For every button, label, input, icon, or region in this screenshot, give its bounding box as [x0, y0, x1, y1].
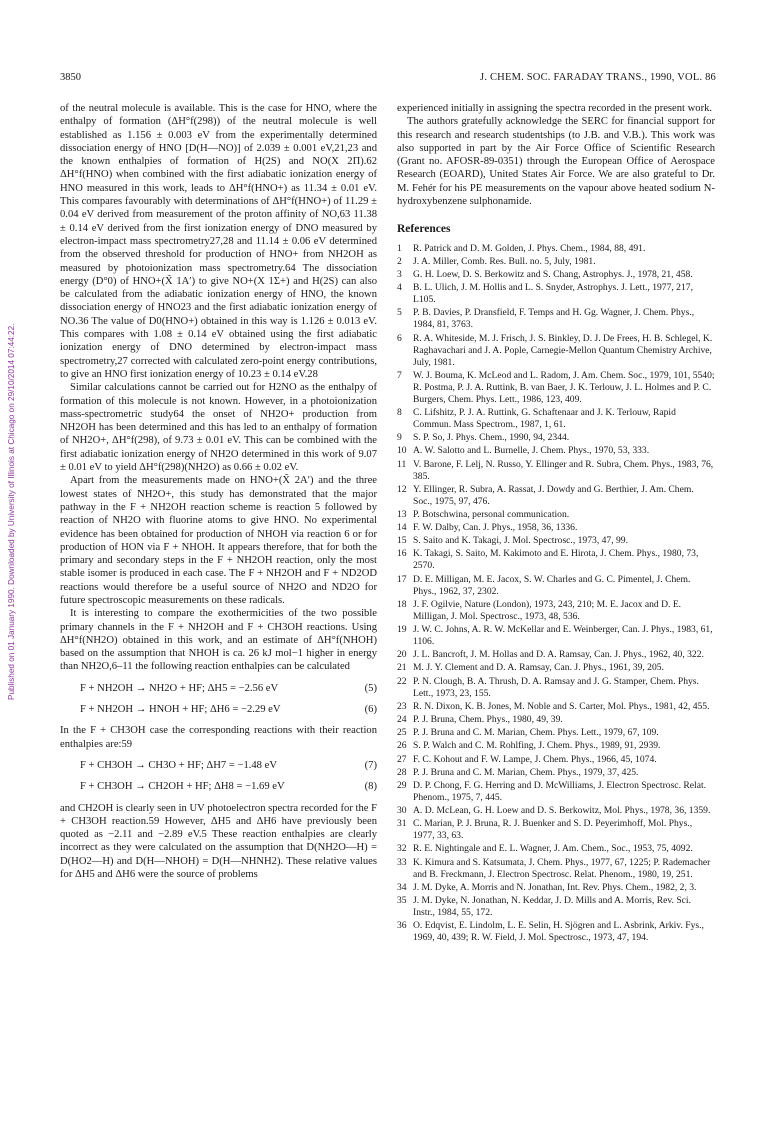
reference-number: 27: [397, 753, 407, 765]
reference-item: [397, 445, 715, 457]
reference-number: 25: [397, 727, 407, 739]
reference-number: 13: [397, 508, 407, 520]
reference-text: K. Takagi, S. Saito, M. Kakimoto and E. Hirota, J. Chem. Phys., 1980, 73, 2570.: [413, 548, 699, 572]
reference-number: 12: [397, 483, 407, 495]
reference-text: W. J. Bouma, K. McLeod and L. Radom, J. Am. Chem. Soc., 1979, 101, 5540; R. Postma, P. J. A. Ruttink, B. van Baer, J. K. Terlouw, J. L. Holmes and P. C. Burgers, Chem. Phys. Lett., 1986, 123, 409.: [413, 369, 715, 405]
paragraph: In the F + CH3OH case the corresponding reactions with their reaction enthalpies are:59: [60, 725, 377, 750]
equation-text: F + CH3OH → CH2OH + HF; ΔH8 = −1.69 eV: [80, 781, 285, 793]
reference-item: [397, 895, 715, 919]
reference-text: C. Marian, P. J. Bruna, R. J. Buenker and S. D. Peyerimhoff, Mol. Phys., 1977, 33, 63.: [413, 818, 693, 842]
references-heading: References: [397, 223, 451, 236]
reference-number: 18: [397, 598, 407, 610]
reference-number: 8: [397, 406, 402, 418]
reference-item: [397, 484, 715, 508]
equation-7: [60, 759, 377, 772]
equation-text: F + NH2OH → HNOH + HF; ΔH6 = −2.29 eV: [80, 704, 281, 716]
reference-number: 19: [397, 624, 407, 636]
reference-text: R. E. Nightingale and E. L. Wagner, J. Am. Chem., Soc., 1953, 75, 4092.: [413, 843, 693, 855]
reference-number: 28: [397, 766, 407, 778]
reference-item: [397, 269, 715, 281]
reference-item: [397, 843, 715, 855]
reference-number: 17: [397, 573, 407, 585]
reference-item: [397, 407, 715, 431]
reference-item: [397, 307, 715, 331]
reference-item: [397, 920, 715, 944]
reference-item: [397, 432, 715, 444]
reference-text: P. B. Davies, P. Dransfield, F. Temps and H. Gg. Wagner, J. Chem. Phys., 1984, 81, 3763.: [413, 307, 695, 331]
reference-number: 9: [397, 432, 402, 444]
reference-item: [397, 548, 715, 572]
reference-item: [397, 767, 715, 779]
equation-number: (8): [364, 781, 377, 793]
reference-item: [397, 714, 715, 726]
reference-text: R. N. Dixon, K. B. Jones, M. Noble and S. Carter, Mol. Phys., 1981, 42, 455.: [413, 700, 710, 712]
reference-number: 24: [397, 713, 407, 725]
reference-text: R. Patrick and D. M. Golden, J. Phys. Chem., 1984, 88, 491.: [413, 242, 646, 254]
reference-text: P. N. Clough, B. A. Thrush, D. A. Ramsay and J. G. Stamper, Chem. Phys. Lett., 1973, 23, 155.: [413, 675, 699, 699]
paragraph: It is interesting to compare the exothermicities of the two possible primary channels in the F + NH2OH and F + CH3OH reactions. Using ΔH°f(NH2O) obtained in this work, and an estimate of ΔH°f(NHOH) based on the assumption that NHOH is ca. 26 kJ mol−1 higher in energy than NH2O,6–11 the following reaction enthalpies can be calculated: [60, 608, 377, 673]
reference-number: 30: [397, 805, 407, 817]
reference-text: M. J. Y. Clement and D. A. Ramsay, Can. J. Phys., 1961, 39, 205.: [413, 662, 664, 674]
reference-text: V. Barone, F. Lelj, N. Russo, Y. Ellinger and R. Subra, Chem. Phys., 1983, 76, 385.: [413, 458, 714, 482]
reference-item: [397, 282, 715, 306]
reference-item: [397, 624, 715, 648]
reference-text: P. J. Bruna and C. M. Marian, Chem. Phys. Lett., 1979, 67, 109.: [413, 727, 659, 739]
paragraph: Similar calculations cannot be carried out for H2NO as the enthalpy of formation of this molecule is not known. However, in a photoionization mass-spectrometric study64 the onset of NH2O+ production from NH2OH has been determined and this has led to an enthalpy of formation of NH2O+, ΔH°f(298), of 9.73 ± 0.01 eV. This can be combined with the first adiabatic ionization energy of NH2O determined in this work of 9.07 ± 0.01 eV to yield ΔH°f(298)(NH2O) as 0.66 ± 0.02 eV.: [60, 382, 377, 474]
equation-5: [60, 682, 377, 695]
reference-number: 23: [397, 700, 407, 712]
reference-item: [397, 676, 715, 700]
reference-item: [397, 649, 715, 661]
equation-number: (7): [364, 759, 377, 771]
reference-number: 2: [397, 255, 402, 267]
reference-item: [397, 727, 715, 739]
paragraph: experienced initially in assigning the spectra recorded in the present work.: [397, 103, 713, 114]
reference-number: 20: [397, 649, 407, 661]
reference-item: [397, 882, 715, 894]
reference-text: S. P. So, J. Phys. Chem., 1990, 94, 2344.: [413, 432, 570, 444]
download-stamp: [6, 140, 18, 700]
paragraph: of the neutral molecule is available. This is the case for HNO, where the enthalpy of formation (ΔH°f(298)) of the neutral molecule is well established as 1.156 ± 0.003 eV from the experimentally determined dissociation energy of HNO [D(H—NO)] of 2.039 ± 0.001 eV,21,23 and the known enthalpies of formation of H(2S) and NO(X 2Π).62 ΔH°f(HNO) when combined with the first adiabatic ionization energy of HNO measured in this work, leads to ΔH°f(HNO+) as 11.34 ± 0.01 eV. This compares favourably with determinations of ΔH°f(HNO+) of 11.29 ± 0.04 eV derived from measurement of the proton affinity of NO,63 11.38 ± 0.14 eV derived from the first ionization energy of DNO measured by electron-impact mass spectrometry27,28 and 11.14 ± 0.06 eV determined from the observed threshold for production of HNO+ from NH2OH as measured by photoionization mass spectrometry.64 The dissociation energy (D°0) of HNO+(X̃ 1A′) to give NO+(X 1Σ+) and H(2S) can also be calculated from the adiabatic ionization energy of HNO, the known dissociation energy of HNO23 and the first adiabatic ionization energy of NO.36 The value of D0(HNO+) obtained in this way is 1.126 ± 0.013 eV. This compares with 1.08 ± 0.14 eV obtained using the first adiabatic ionization energy of DNO determined by electron-impact mass spectrometry,27 corrected with calculated zero-point energy contributions, to give an HNO first ionization energy of 10.23 ± 0.14 eV.28: [60, 103, 377, 380]
equation-number: (6): [364, 704, 377, 716]
reference-number: 6: [397, 332, 402, 344]
paragraph: and CH2OH is clearly seen in UV photoelectron spectra recorded for the F + CH3OH reaction.59 However, ΔH5 and ΔH6 have previously been quoted as −2.11 and −2.89 eV.5 These reaction enthalpies are clearly incorrect as they were calculated on the assumption that D(NH2O—H) = D(HO2—H) and D(H—NHOH) = D(H—NHNH2). These relative values for ΔH5 and ΔH6 were the source of problems: [60, 802, 377, 881]
reference-text: J. M. Dyke, A. Morris and N. Jonathan, Int. Rev. Phys. Chem., 1982, 2, 3.: [413, 881, 697, 893]
reference-text: Y. Ellinger, R. Subra, A. Rassat, J. Dowdy and G. Berthier, J. Am. Chem. Soc., 1975, 97, 476.: [413, 483, 694, 507]
equation-number: (5): [364, 682, 377, 694]
reference-number: 4: [397, 282, 402, 294]
reference-text: C. Lifshitz, P. J. A. Ruttink, G. Schaftenaar and J. K. Terlouw, Rapid Commun. Mass Spectrom., 1987, 1, 61.: [413, 406, 676, 430]
reference-number: 31: [397, 818, 407, 830]
reference-text: S. Saito and K. Takagi, J. Mol. Spectrosc., 1973, 47, 99.: [413, 535, 628, 547]
equation-text: F + CH3OH → CH3O + HF; ΔH7 = −1.48 eV: [80, 759, 277, 771]
acknowledgements: The authors gratefully acknowledge the SERC for financial support for this research and research studentships (to J.B. and V.B.). This work was also supported in part by the Air Force Office of Scientific Research (Grant no. AFOSR-89-0351) through the European Office of Aerospace Research (EOARD), United States Air Force. We are also grateful to Dr. M. Fehér for his PE measurements on the vapour above heated sodium N-hydroxybenzene sulphonamide.: [397, 116, 715, 208]
reference-item: [397, 574, 715, 598]
reference-text: F. C. Kohout and F. W. Lampe, J. Chem. Phys., 1966, 45, 1074.: [413, 753, 657, 765]
reference-item: [397, 701, 715, 713]
reference-text: R. A. Whiteside, M. J. Frisch, J. S. Binkley, D. J. De Frees, H. B. Schlegel, K. Raghavachari and J. A. Pople, Carnegie-Mellon Quantum Chemistry Archive, July, 1981.: [413, 332, 713, 368]
reference-text: P. J. Bruna, Chem. Phys., 1980, 49, 39.: [413, 713, 563, 725]
journal-running-head: J. CHEM. SOC. FARADAY TRANS., 1990, VOL. 86: [480, 72, 716, 83]
reference-item: [397, 333, 715, 369]
reference-text: F. W. Dalby, Can. J. Phys., 1958, 36, 1336.: [413, 522, 578, 534]
reference-text: J. F. Ogilvie, Nature (London), 1973, 243, 210; M. E. Jacox and D. E. Milligan, J. Mol. Spectrosc., 1973, 48, 536.: [413, 598, 682, 622]
reference-text: D. E. Milligan, M. E. Jacox, S. W. Charles and G. C. Pimentel, J. Chem. Phys., 1962, 37, 2302.: [413, 573, 691, 597]
reference-number: 16: [397, 548, 407, 560]
reference-text: K. Kimura and S. Katsumata, J. Chem. Phys., 1977, 67, 1225; P. Rademacher and B. Freckmann, J. Electron Spectrosc. Relat. Phenom., 1980, 19, 251.: [413, 856, 711, 880]
reference-list: [397, 243, 715, 945]
equation-8: [60, 780, 377, 793]
right-column: [397, 102, 715, 945]
left-column: [60, 102, 377, 881]
reference-number: 29: [397, 779, 407, 791]
reference-number: 7: [397, 369, 402, 381]
download-stamp-text: Published on 01 January 1990. Downloaded by University of Illinois at Chicago on 29/10/2014 07:44:22.: [7, 323, 16, 700]
reference-number: 14: [397, 522, 407, 534]
reference-text: A. D. McLean, G. H. Loew and D. S. Berkowitz, Mol. Phys., 1978, 36, 1359.: [413, 805, 711, 817]
reference-number: 36: [397, 920, 407, 932]
reference-item: [397, 243, 715, 255]
reference-item: [397, 522, 715, 534]
reference-text: P. J. Bruna and C. M. Marian, Chem. Phys., 1979, 37, 425.: [413, 766, 639, 778]
reference-number: 5: [397, 307, 402, 319]
reference-number: 34: [397, 881, 407, 893]
reference-number: 26: [397, 740, 407, 752]
reference-item: [397, 662, 715, 674]
page-header: [60, 72, 716, 86]
reference-item: [397, 459, 715, 483]
reference-text: B. L. Ulich, J. M. Hollis and L. S. Snyder, Astrophys. J. Lett., 1977, 217, L105.: [413, 282, 693, 306]
reference-item: [397, 818, 715, 842]
paragraph: Apart from the measurements made on HNO+(X̃ 2A′) and the three lowest states of NH2O+, this study has demonstrated that the major pathway in the F + NH2OH reaction scheme is reaction 5 followed by reaction of NH2O with fluorine atoms to give HNO. No experimental evidence has been obtained for production of NHOH via reaction 6 or for production of HON via F + NHOH. It appears therefore, that for both the primary and secondary steps in the F + NH2OH reaction, only the most stable isomer is produced in each case. The F + NH2OH and F + ND2OD reactions would therefore be a useful source of NH2O and ND2O for future spectroscopic measurements on these radicals.: [60, 475, 377, 606]
reference-text: A. W. Salotto and L. Burnelle, J. Chem. Phys., 1970, 53, 333.: [413, 445, 650, 457]
reference-text: O. Edqvist, E. Lindolm, L. E. Selin, H. Sjögren and L. Asbrink, Arkiv. Fys., 1969, 40, 439; R. W. Field, J. Mol. Spectrosc., 1973, 47, 194.: [413, 920, 704, 944]
reference-number: 15: [397, 535, 407, 547]
reference-number: 10: [397, 445, 407, 457]
reference-item: [397, 256, 715, 268]
reference-text: J. M. Dyke, N. Jonathan, N. Keddar, J. D. Mills and A. Morris, Rev. Sci. Instr., 1984, 55, 172.: [413, 895, 691, 919]
reference-item: [397, 805, 715, 817]
reference-number: 32: [397, 843, 407, 855]
reference-item: [397, 535, 715, 547]
reference-number: 11: [397, 458, 407, 470]
reference-item: [397, 857, 715, 881]
equation-text: F + NH2OH → NH2O + HF; ΔH5 = −2.56 eV: [80, 682, 279, 694]
reference-item: [397, 754, 715, 766]
reference-number: 22: [397, 675, 407, 687]
reference-text: P. Botschwina, personal communication.: [413, 508, 570, 520]
reference-text: D. P. Chong, F. G. Herring and D. McWilliams, J. Electron Spectrosc. Relat. Phenom., 1975, 7, 445.: [413, 779, 707, 803]
reference-number: 1: [397, 242, 402, 254]
reference-item: [397, 780, 715, 804]
reference-item: [397, 740, 715, 752]
reference-text: J. W. C. Johns, A. R. W. McKellar and E. Weinberger, Can. J. Phys., 1983, 61, 1106.: [413, 624, 713, 648]
reference-item: [397, 599, 715, 623]
reference-item: [397, 370, 715, 406]
reference-text: G. H. Loew, D. S. Berkowitz and S. Chang, Astrophys. J., 1978, 21, 458.: [413, 269, 693, 281]
reference-text: S. P. Walch and C. M. Rohlfing, J. Chem. Phys., 1989, 91, 2939.: [413, 740, 661, 752]
reference-number: 21: [397, 662, 407, 674]
reference-text: J. L. Bancroft, J. M. Hollas and D. A. Ramsay, Can. J. Phys., 1962, 40, 322.: [413, 649, 704, 661]
reference-text: J. A. Miller, Comb. Res. Bull. no. 5, July, 1981.: [413, 255, 596, 267]
page-number: 3850: [60, 72, 81, 83]
reference-number: 3: [397, 269, 402, 281]
reference-number: 33: [397, 856, 407, 868]
reference-item: [397, 509, 715, 521]
equation-6: [60, 703, 377, 716]
reference-number: 35: [397, 895, 407, 907]
